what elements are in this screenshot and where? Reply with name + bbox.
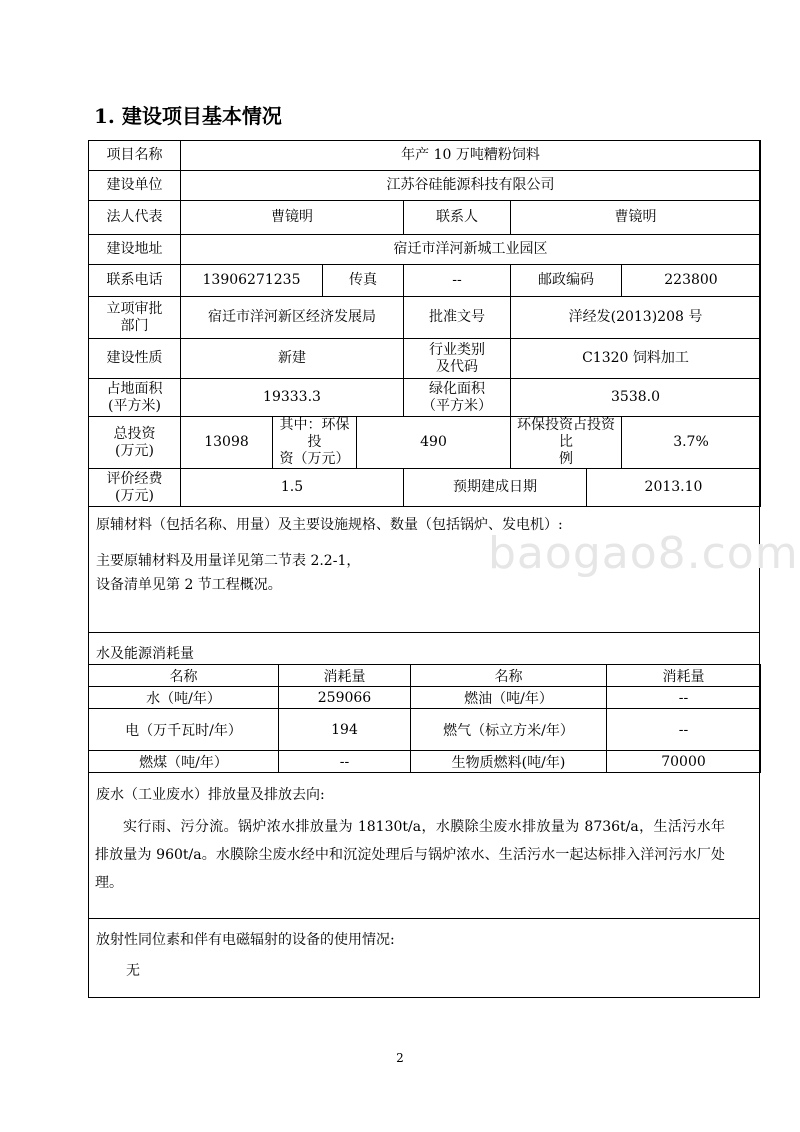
green-area-label [404,379,511,417]
wastewater-text: 实行雨、污分流。锅炉浓水排放量为 18130t/a，水膜除尘废水排放量为 8736t/a，生活污水年排放量为 960t/a。水膜除尘废水经中和沉淀处理后与锅炉浓水、生活污水一起达标排入洋河污水厂处理。 [95,819,725,891]
row-approval [89,297,761,339]
contact-label: 联系人 [404,201,511,235]
postcode-label: 邮政编码 [511,265,622,297]
energy-header-name-2: 名称 [411,665,607,687]
env-ratio-label-line1: 环保投资占投资比 [517,417,615,450]
completion-value: 2013.10 [587,469,761,507]
energy-item-name: 电（万千瓦时/年） [89,709,279,751]
energy-header-amount-1: 消耗量 [279,665,411,687]
env-ratio-label-line2: 例 [559,451,573,467]
materials-heading: 原辅材料（包括名称、用量）及主要设施规格、数量（包括锅炉、发电机）: [96,517,563,533]
total-invest-value: 13098 [181,417,273,469]
nature-label: 建设性质 [89,339,181,379]
wastewater-heading: 废水（工业废水）排放量及排放去向: [96,787,325,803]
env-invest-label-line1: 其中：环保投 [279,417,350,450]
energy-table [88,664,761,773]
project-name-label: 项目名称 [89,141,181,171]
energy-item-value: -- [607,687,761,709]
energy-header-amount-2: 消耗量 [607,665,761,687]
section-title: 1. 建设项目基本情况 [94,104,282,128]
row-eval [89,469,761,507]
land-area-value: 19333.3 [181,379,404,417]
energy-item-value: -- [279,751,411,773]
energy-item-name: 燃气（标立方米/年） [411,709,607,751]
materials-line1: 主要原辅材料及用量详见第二节表 2.2-1， [96,553,361,569]
materials-line2: 设备清单见第 2 节工程概况。 [96,577,282,593]
land-area-label-line1: 占地面积 [106,380,163,397]
contact-value: 曹镜明 [511,201,761,235]
energy-row [89,709,761,751]
green-area-value: 3538.0 [511,379,761,417]
land-area-label [89,379,181,417]
energy-header-row [89,665,761,687]
divider-wastewater [88,918,760,919]
energy-item-value: 194 [279,709,411,751]
env-ratio-label [511,417,622,469]
row-legal-rep [89,201,761,235]
approval-dept-label [89,297,181,339]
energy-item-name: 生物质燃料(吨/年) [411,751,607,773]
legal-rep-label: 法人代表 [89,201,181,235]
energy-item-value: 70000 [607,751,761,773]
energy-row [89,751,761,773]
green-area-label-line1: 绿化面积 [429,380,485,397]
energy-item-value: -- [607,709,761,751]
nature-value: 新建 [181,339,404,379]
eval-fee-label [89,469,181,507]
legal-rep-value: 曹镜明 [181,201,404,235]
energy-row [89,687,761,709]
industry-label-line1: 行业类别 [429,341,485,358]
industry-label [404,339,511,379]
row-area [89,379,761,417]
phone-value: 13906271235 [181,265,323,297]
total-invest-label [89,417,181,469]
total-invest-label-line2: (万元) [115,442,154,459]
industry-label-line2: 及代码 [436,358,478,375]
row-builder [89,171,761,201]
project-name-value: 年产 10 万吨糟粉饲料 [181,141,761,171]
total-invest-label-line1: 总投资 [113,425,156,442]
energy-item-name: 燃油（吨/年） [411,687,607,709]
radiation-value: 无 [126,963,140,979]
energy-item-value: 259066 [279,687,411,709]
env-invest-label [273,417,357,469]
land-area-label-line2: (平方米) [108,397,161,414]
builder-value: 江苏谷硅能源科技有限公司 [181,171,761,201]
row-nature [89,339,761,379]
env-invest-value: 490 [357,417,511,469]
env-ratio-value: 3.7% [622,417,761,469]
phone-label: 联系电话 [89,265,181,297]
row-address [89,235,761,265]
approval-dept-label-line2: 部门 [120,317,149,334]
fax-label: 传真 [323,265,404,297]
page-number: 2 [396,1051,404,1065]
eval-fee-label-line2: (万元) [115,487,154,504]
energy-header-name-1: 名称 [89,665,279,687]
postcode-value: 223800 [622,265,761,297]
address-value: 宿迁市洋河新城工业园区 [181,235,761,265]
address-label: 建设地址 [89,235,181,265]
radiation-heading: 放射性同位素和伴有电磁辐射的设备的使用情况: [96,932,395,948]
energy-item-name: 水（吨/年） [89,687,279,709]
green-area-label-line2: （平方米） [422,397,492,414]
project-info-table [88,140,761,507]
watermark: baogao8.com [488,528,799,579]
env-invest-label-line2: 资（万元） [279,451,350,467]
builder-label: 建设单位 [89,171,181,201]
row-phone [89,265,761,297]
approval-no-value: 洋经发(2013)208 号 [511,297,761,339]
approval-no-label: 批准文号 [404,297,511,339]
fax-value: -- [404,265,511,297]
approval-dept-value: 宿迁市洋河新区经济发展局 [181,297,404,339]
energy-heading: 水及能源消耗量 [96,646,194,662]
row-investment [89,417,761,469]
divider-materials [88,632,760,633]
completion-label: 预期建成日期 [404,469,587,507]
eval-fee-value: 1.5 [181,469,404,507]
eval-fee-label-line1: 评价经费 [106,470,163,487]
approval-dept-label-line1: 立项审批 [106,300,163,317]
energy-item-name: 燃煤（吨/年） [89,751,279,773]
industry-value: C1320 饲料加工 [511,339,761,379]
row-project-name [89,141,761,171]
